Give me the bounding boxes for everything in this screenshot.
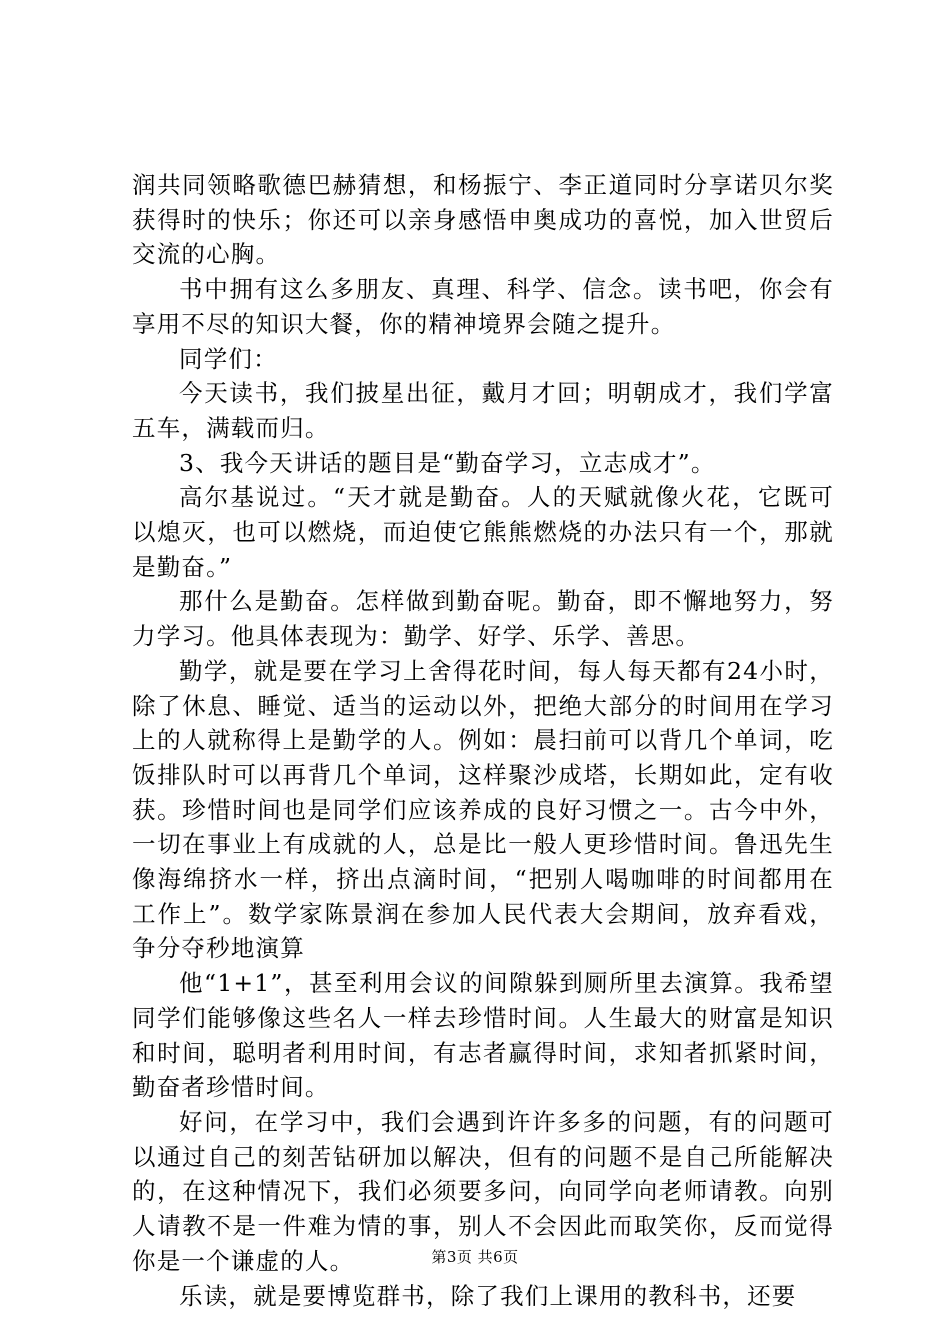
paragraph-5: 3、我今天讲话的题目是“勤奋学习，立志成才”。: [179, 448, 716, 477]
paragraph-7: 那什么是勤奋。怎样做到勤奋呢。勤奋，即不懈地努力，努力学习。他具体表现为：勤学、好学、乐学、善思。: [132, 587, 834, 651]
paragraph-10: 好问，在学习中，我们会遇到许许多多的问题，有的问题可以通过自己的刻苦钻研加以解决，但有的问题不是自己所能解决的，在这种情况下，我们必须要多问，向同学向老师请教。向别人请教不是一件难为情的事，别人不会因此而取笑你，反而觉得你是一个谦虚的人。: [132, 1107, 834, 1275]
paragraph-2: 书中拥有这么多朋友、真理、科学、信念。读书吧，你会有享用不尽的知识大餐，你的精神境界会随之提升。: [132, 275, 834, 338]
paragraph-6: 高尔基说过。“天才就是勤奋。人的天赋就像火花，它既可以熄灭，也可以燃烧，而迫使它熊熊燃烧的办法只有一个，那就是勤奋。”: [132, 483, 834, 581]
paragraph-3: 同学们：: [179, 344, 278, 373]
paragraph-11: 乐读，就是要博览群书，除了我们上课用的教科书，还要: [179, 1281, 797, 1310]
body-text: [132, 168, 834, 1313]
paragraph-8: 勤学，就是要在学习上舍得花时间，每人每天都有24小时，除了休息、睡觉、适当的运动以外，把绝大部分的时间用在学习上的人就称得上是勤学的人。例如：晨扫前可以背几个单词，吃饭排队时可以再背几个单词，这样聚沙成塔，长期如此，定有收获。珍惜时间也是同学们应该养成的良好习惯之一。古今中外，一切在事业上有成就的人，总是比一般人更珍惜时间。鲁迅先生像海绵挤水一样，挤出点滴时间，“把别人喝咖啡的时间都用在工作上”。数学家陈景润在参加人民代表大会期间，放弃看戏，争分夺秒地演算: [132, 656, 834, 963]
page-footer: [0, 1246, 950, 1267]
paragraph-1: 润共同领略歌德巴赫猜想，和杨振宁、李正道同时分享诺贝尔奖获得时的快乐；你还可以亲身感悟申奥成功的喜悦，加入世贸后交流的心胸。: [132, 171, 834, 269]
paragraph-4: 今天读书，我们披星出征，戴月才回；明朝成才，我们学富五车，满载而归。: [132, 379, 834, 442]
page-number-label: 第3页 共6页: [431, 1248, 519, 1266]
paragraph-9: 他“1+1”，甚至利用会议的间隙躲到厕所里去演算。我希望同学们能够像这些名人一样去珍惜时间。人生最大的财富是知识和时间，聪明者利用时间，有志者赢得时间，求知者抓紧时间，勤奋者珍惜时间。: [132, 969, 834, 1102]
